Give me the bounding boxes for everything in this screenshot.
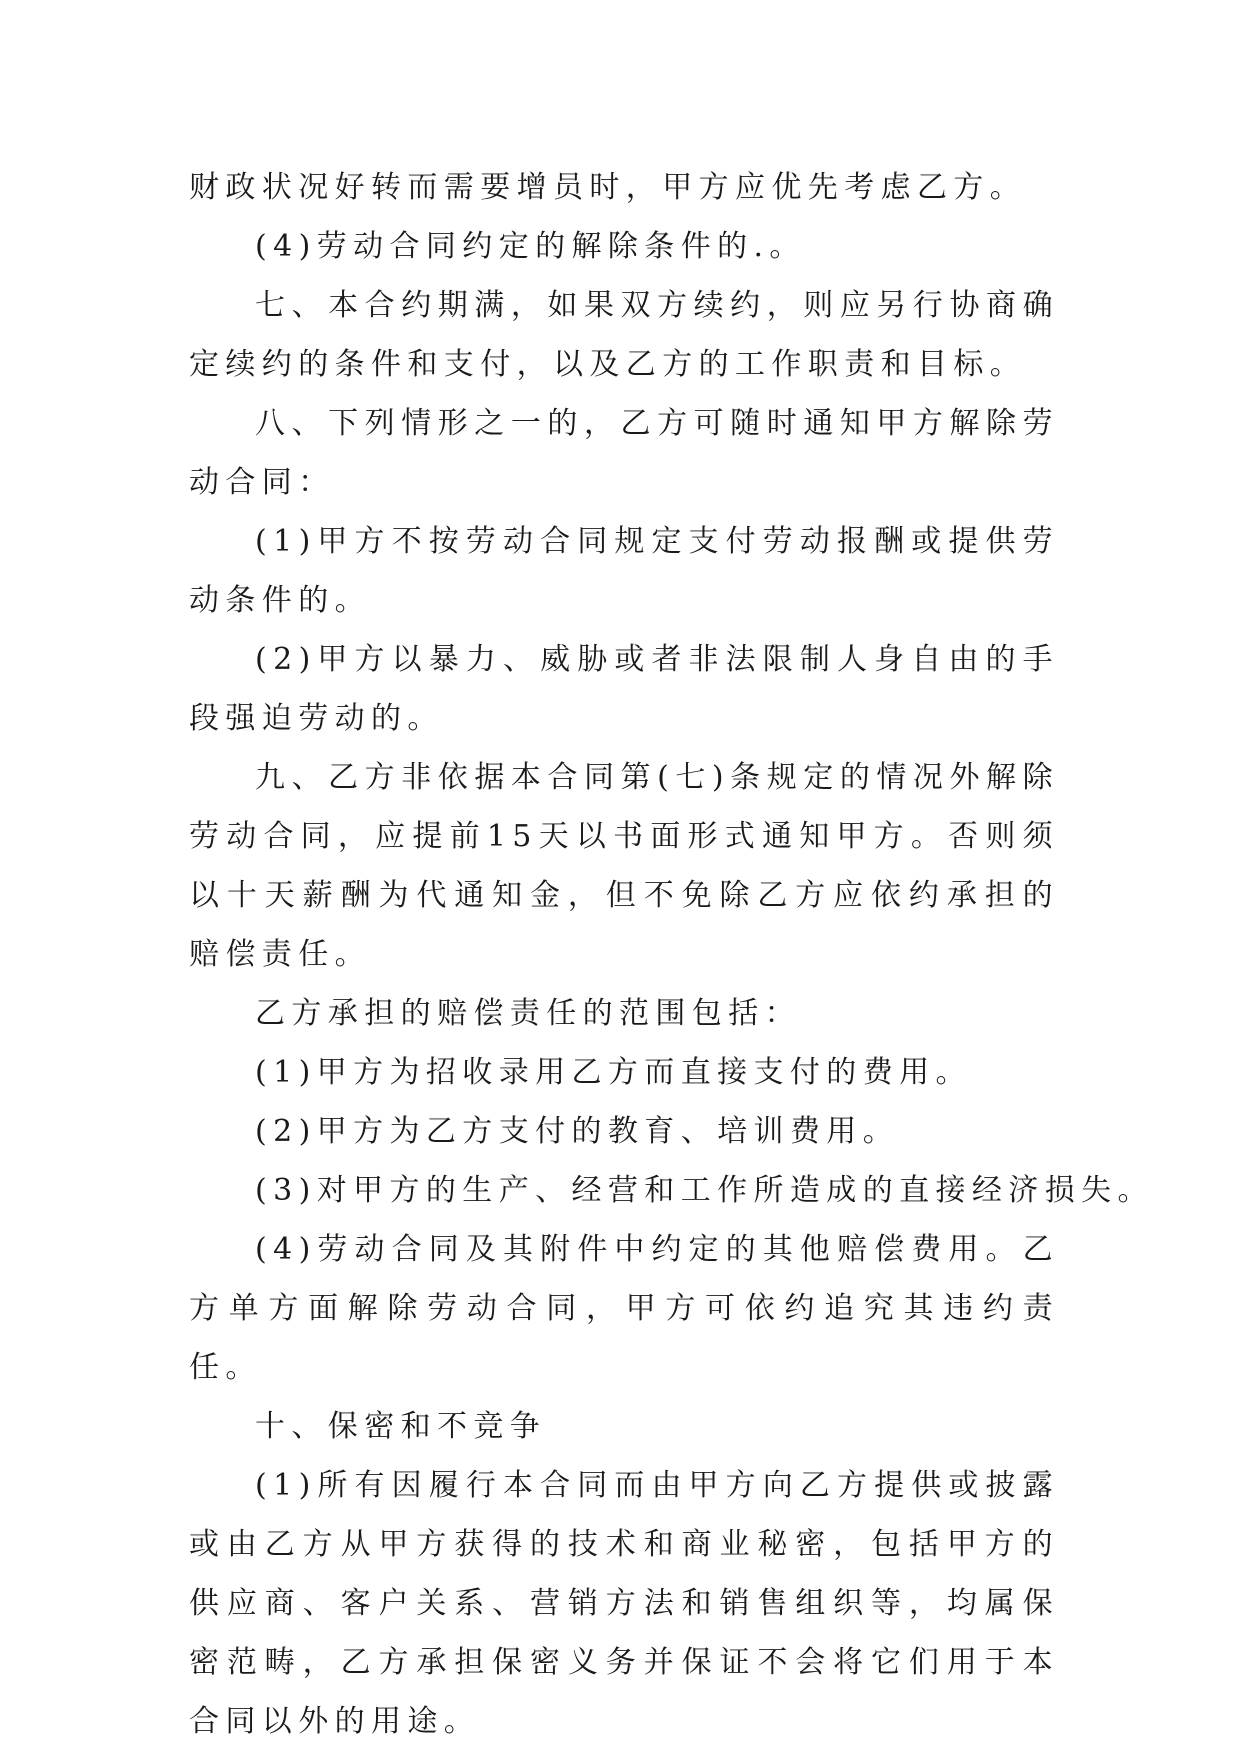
paragraph-compensation-2: (2)甲方为乙方支付的教育、培训费用。 <box>255 1114 900 1149</box>
paragraph-compensation-scope: 乙方承担的赔偿责任的范围包括： <box>255 996 801 1031</box>
paragraph-clause-8-2: (2)甲方以暴力、威胁或者非法限制人身自由的手段强迫劳动的。 <box>189 642 1059 736</box>
paragraph-article-7: 七、本合约期满，如果双方续约，则应另行协商确定续约的条件和支付，以及乙方的工作职责和目标。 <box>189 288 1059 382</box>
paragraph-clause-8-1: (1)甲方不按劳动合同规定支付劳动报酬或提供劳动条件的。 <box>189 524 1059 618</box>
paragraph-compensation-1: (1)甲方为招收录用乙方而直接支付的费用。 <box>255 1055 972 1090</box>
paragraph-compensation-4: (4)劳动合同及其附件中约定的其他赔偿费用。乙方单方面解除劳动合同，甲方可依约追究其违约责任。 <box>189 1232 1059 1385</box>
paragraph-article-9: 九、乙方非依据本合同第(七)条规定的情况外解除劳动合同，应提前15天以书面形式通知甲方。否则须以十天薪酬为代通知金，但不免除乙方应依约承担的赔偿责任。 <box>189 760 1059 972</box>
paragraph-clause-6-4: (4)劳动合同约定的解除条件的.。 <box>255 229 806 264</box>
paragraph-compensation-3: (3)对甲方的生产、经营和工作所造成的直接经济损失。 <box>255 1173 1154 1208</box>
paragraph-clause-10-1: (1)所有因履行本合同而由甲方向乙方提供或披露或由乙方从甲方获得的技术和商业秘密，包括甲方的供应商、客户关系、营销方法和销售组织等，均属保密范畴，乙方承担保密义务并保证不会将它们用于本合同以外的用途。 <box>189 1468 1059 1739</box>
paragraph-continuation: 财政状况好转而需要增员时，甲方应优先考虑乙方。 <box>189 170 1027 205</box>
paragraph-article-8: 八、下列情形之一的，乙方可随时通知甲方解除劳动合同： <box>189 406 1059 500</box>
document-body <box>189 158 1154 1751</box>
paragraph-article-10-heading: 十、保密和不竞争 <box>255 1409 547 1444</box>
